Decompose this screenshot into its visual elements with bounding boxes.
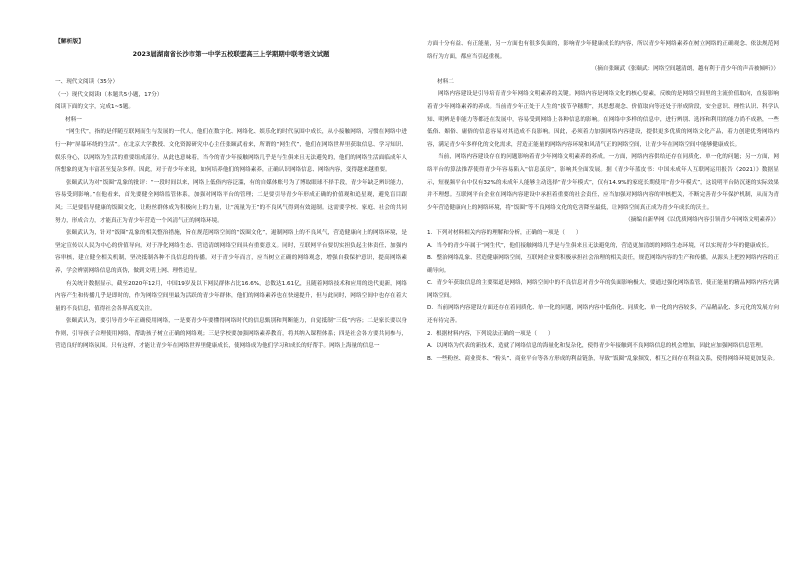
- article-paragraph: “网生代”，指的是伴随互联网而生与发展的一代人，他们在数字化、网络化、娱乐化的时代氛围中成长，从小接触网络，习惯在网络中进行一种“屏幕环绕的生活”。在北京大学教授、文化资源研究中心主任张颐武看来，所谓的“网生代”，他们在网络世界里获取信息、学习知识、娱乐身心，以网络为生活的重要组成部分。从此也意味着，当今的青少年接触网络几乎是与生俱来且无法避免的，他们的网络生活面临成年人所想象的更为丰富甚至复杂多样。因此，对于青少年来说，如何培养他们的网络素养，正确认识网络信息、网络内容，变得越来越重要。: [55, 129, 407, 174]
- question-1-option: B．整治网络乱象、营造健康网络空间，互联网企业要积极承担社会治理的相关责任，规范网络内容的生产和传播，从源头上把控网络内容的正确导向。: [427, 255, 779, 274]
- left-column: [55, 0, 407, 562]
- article-paragraph: 当前，网络内容建设存在的问题影响着青少年网络文明素养的养成。一方面，网络内容供给还存在同质化、单一化的问题；另一方面，网络平台的算法推荐使得青少年容易陷入“信息茧房”，影响其全面发展。据《青少年蓝皮书：中国未成年人互联网运用报告（2021）》数据显示，短视频平台中仅有32%的未成年人能够主动选择“青少年模式”，仅有14.9%的家庭长期使用“青少年模式”，这说明平台防沉迷的实际效果并不理想。互联网平台企业在网络内容建设中承担着重要的社会责任，应当加强对网络内容的审核把关，不断完善青少年保护机制，从而为青少年营造健康向上的网络环境，将“饭圈”等不良网络文化的危害降至最低，让网络空间真正成为青少年成长的沃土。: [427, 154, 779, 211]
- question-1: 1．下列对材料相关内容的理解和分析，正确的一项是（ ）: [427, 229, 582, 236]
- article-paragraph: 张颐武认为，要引导青少年正确使用网络，一是要青少年要懂得网络时代的信息甄别和判断能力，自觉抵制“三低”内容；二是家长要以身作则，引导孩子合理使用网络，帮助孩子树立正确的网络观；三是学校要加强网络素养教育，将其纳入课程体系；四是社会各方要共同参与，营造良好的网络氛围。只有这样，才能让青少年在网络世界里健康成长，使网络成为他们学习和成长的好帮手。网络上海量的信息一: [55, 318, 407, 350]
- article-paragraph: 张颐武认为对“饭圈”乱象的批评：“一段时间以来，网络上低俗内容泛滥，有的自媒体账号为了博取眼球不择手段，青少年缺乏辨识能力，容易受到影响。”在他看来，首先要健全网络监管体系，加强对网络平台的管理；二是要引导青少年形成正确的价值观和追星观，避免盲目跟风；三是要倡导健康的饭圈文化，让粉丝群体成为积极向上的力量，让“流量为王”的不良风气得到有效遏制。这需要学校、家庭、社会的共同努力，形成合力，才能真正为青少年营造一个风清气正的网络环境。: [55, 179, 407, 224]
- subsection-heading: （一）现代文阅读Ⅰ（本题共5小题，17分）: [55, 91, 163, 98]
- article-paragraph: 有关统计数据显示，截至2020年12月，中国19岁及以下网民群体占比16.6%，总数达1.61亿，且随着网络技术和应用的迭代更新，网络内容产生和传播几乎是即时的，作为网络空间里最为活跃的青少年群体，他们的网络素养也在快速提升，但与此同时，网络空间中也存在着大量的不良信息，值得社会各界高度关注。: [55, 280, 407, 312]
- article-paragraph: 张颐武认为，针对“饭圈”乱象的相关整治措施，旨在规范网络空间的“饭圈文化”，遏制网络上的不良风气，营造健康向上的网络环境，是坚定宣传以人民为中心的价值导向，对于净化网络生态、营造清朗网络空间具有重要意义。同时，互联网平台要切实担负起主体责任，加强内容审核，建立健全相关机制，坚决抵制各种不良信息的传播。对于青少年而言，应当树立正确的网络观念，增强自我保护意识，提高网络素养，学会辨别网络信息的真伪，做到文明上网、理性追星。: [55, 230, 407, 274]
- right-column: [427, 0, 779, 562]
- source-citation: （摘自张颐武《张颐武：网络空间越清朗，越有利于青少年的声音被倾听》）: [591, 66, 779, 73]
- section-heading: 一、现代文阅读（35分）: [55, 79, 119, 85]
- question-1-option: A．当今的青少年属于“网生代”，他们接触网络几乎是与生俱来且无法避免的，营造更加清朗的网络生态环境，可以实现青少年的健康成长。: [427, 242, 773, 249]
- article-paragraph: 方面十分有益、有正能量，另一方面也有很多负面的，影响青少年健康成长的内容，所以青少年网络素养在树立网络的正确观念、依法规范网络行为方面，都应当引起重视。: [427, 41, 779, 60]
- article-paragraph: 网络内容建设是引导培育青少年网络文明素养的关键。网络内容是网络文化的核心要素，反映的是网络空间里的主流价值取向，直接影响着青少年网络素养的养成。当前青少年正处于人生的“拔节孕穗期”，其思想观念、价值取向等还处于形成阶段，安全意识、理性认识、科学认知、明辨是非能力等都还在发展中，容易受到网络上各种信息的影响。在网络中多样的信息中，进行辨别、选择和利用的能力尚不成熟，一些低俗、媚俗、庸俗的信息容易对其造成不良影响。因此，必须着力加强网络内容建设，提供更多优质的网络文化产品，着力创建优秀网络内容，满足青少年多样化的文化需求，营造正能量的网络内容环境和风清气正的网络空间，让青少年在网络空间中能够健康成长。: [427, 91, 779, 148]
- question-2-option: B．一些粉丝、商业资本、“粉头”、商业平台等各方形成的利益链条，导致“饭圈”乱象频发，相互之间存在利益关系，使得网络环境更加复杂。: [427, 355, 779, 362]
- version-tag: 【解析版】: [55, 39, 84, 45]
- question-2: 2．根据材料内容，下列说法正确的一项是（ ）: [427, 330, 554, 337]
- question-1-option: C．青少年获取信息的主要渠道是网络，网络空间中的不良信息对青少年的负面影响极大，要通过强化网络监管，使正能量的精品网络内容充满网络空间。: [427, 280, 779, 299]
- material-one-label: 材料一: [65, 116, 82, 123]
- reading-instruction: 阅读下面的文字，完成1~5题。: [55, 104, 134, 111]
- question-1-option: D．当前网络内容建设方面还存在着同质化、单一化的问题，网络内容中低俗化、同质化、单一化的内容较多，产品精品化、多元化的发展方向还有待完善。: [427, 305, 779, 325]
- exam-title: 2023届湖南省长沙市第一中学五校联盟高三上学期期中联考语文试题: [132, 50, 330, 58]
- material-two-label: 材料二: [437, 78, 454, 85]
- question-2-option: A．以网络为代表的新技术，造就了网络信息的海量化和复杂化，使得青少年接触到不良网络信息的机会增加，因此应加强网络信息管理。: [427, 343, 767, 350]
- source-citation: （摘编自新华网《以优质网络内容引领青少年网络文明素养》）: [625, 217, 779, 224]
